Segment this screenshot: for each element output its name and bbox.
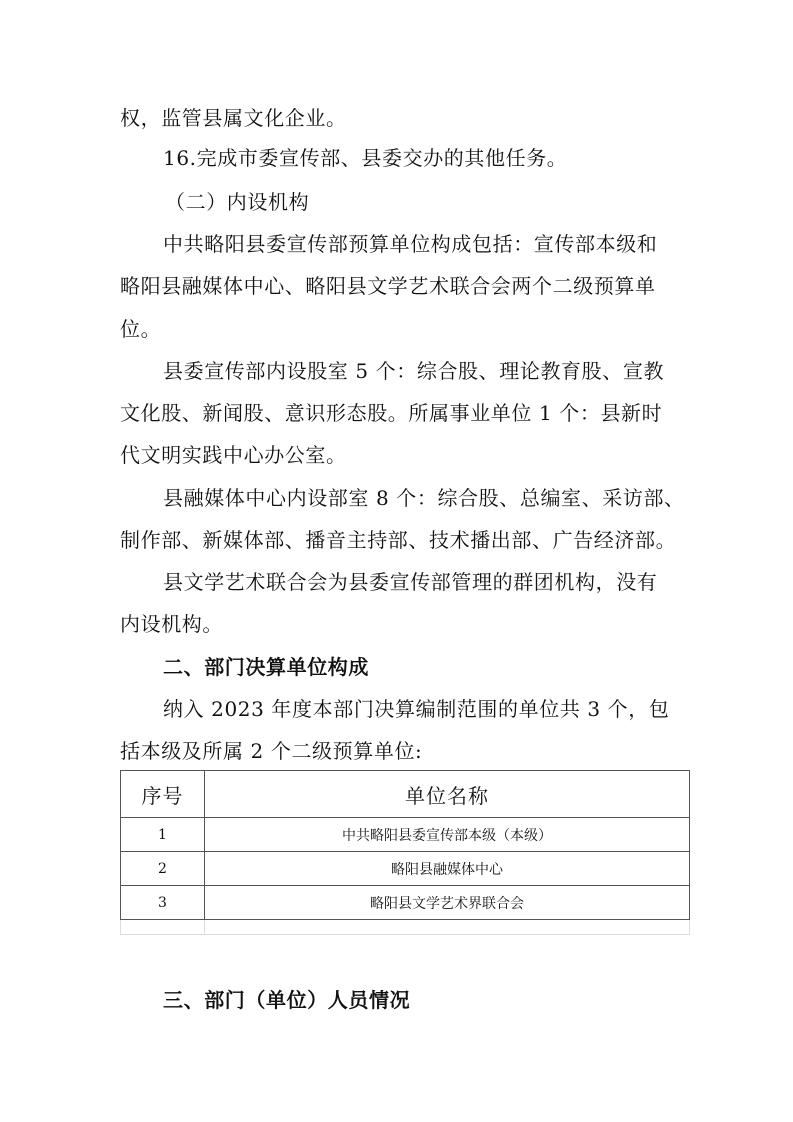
table-row (121, 818, 690, 852)
paragraph-line: 内设机构。 (120, 612, 223, 636)
cell-unit-name: 中共略阳县委宣传部本级（本级） (205, 818, 690, 852)
paragraph-line: 16.完成市委宣传部、县委交办的其他任务。 (163, 146, 568, 170)
cell-index: 2 (121, 852, 205, 886)
table-header-row (121, 771, 690, 818)
table-row (121, 886, 690, 920)
empty-cell (205, 920, 690, 935)
header-cell-unit-name: 单位名称 (205, 771, 690, 818)
paragraph-line: 权，监管县属文化企业。 (120, 106, 347, 130)
paragraph-line: 制作部、新媒体部、播音主持部、技术播出部、广告经济部。 (120, 528, 677, 552)
paragraph-line: 代文明实践中心办公室。 (120, 443, 347, 467)
subsection-heading: （二）内设机构 (165, 190, 310, 214)
section-heading: 三、部门（单位）人员情况 (163, 988, 411, 1012)
table-empty-row (121, 920, 690, 935)
cell-index: 1 (121, 818, 205, 852)
paragraph-line: 中共略阳县委宣传部预算单位构成包括：宣传部本级和 (163, 232, 658, 256)
cell-unit-name: 略阳县融媒体中心 (205, 852, 690, 886)
header-cell-index: 序号 (121, 771, 205, 818)
paragraph-line: 纳入 2023 年度本部门决算编制范围的单位共 3 个，包 (163, 697, 670, 721)
table-row (121, 852, 690, 886)
cell-index: 3 (121, 886, 205, 920)
paragraph-line: 县融媒体中心内设部室 8 个：综合股、总编室、采访部、 (163, 486, 685, 510)
paragraph-line: 县委宣传部内设股室 5 个：综合股、理论教育股、宣教 (163, 359, 665, 383)
unit-table (120, 770, 690, 935)
section-heading: 二、部门决算单位构成 (163, 655, 369, 679)
paragraph-line: 县文学艺术联合会为县委宣传部管理的群团机构，没有 (163, 570, 658, 594)
paragraph-line: 略阳县融媒体中心、略阳县文学艺术联合会两个二级预算单 (120, 274, 656, 298)
paragraph-line: 文化股、新闻股、意识形态股。所属事业单位 1 个：县新时 (120, 401, 663, 425)
paragraph-line: 位。 (120, 317, 162, 341)
empty-cell (121, 920, 205, 935)
cell-unit-name: 略阳县文学艺术界联合会 (205, 886, 690, 920)
paragraph-line: 括本级及所属 2 个二级预算单位: (120, 739, 423, 763)
